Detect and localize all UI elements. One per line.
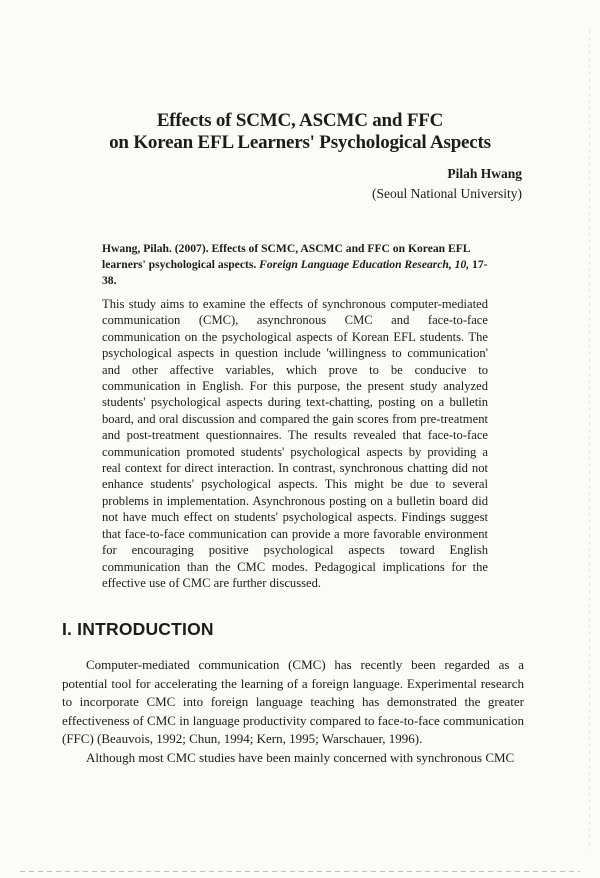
author-block — [372, 164, 522, 204]
citation — [102, 241, 498, 289]
author-affiliation: (Seoul National University) — [372, 186, 522, 201]
section-body — [62, 656, 524, 768]
title-line-2: on Korean EFL Learners' Psychological Aspects — [109, 132, 491, 153]
author-name: Pilah Hwang — [447, 166, 522, 181]
abstract: This study aims to examine the effects of synchronous computer-mediated communication (CMC), asynchronous CMC and face-to-face communication on the psychological aspects of Korean EFL students. The psychological aspects in question include 'willingness to communication' and other affective variables, which prove to be conducive to communication in English. For this purpose, the present study analyzed students' psychological aspects during text-chatting, posting on a bulletin board, and oral discussion and compared the gain scores from pre-treatment and post-treatment questionnaires. The results revealed that face-to-face communication promoted students' psychological aspects by providing a real context for direct interaction. In contrast, synchronous chatting did not enhance students' psychological aspects. This might be due to several problems in implementation. Asynchronous posting on a bulletin board did not have much effect on students' psychological aspects. Findings suggest that face-to-face communication can provide a more favorable environment for encouraging positive psychological aspects toward English communication than the CMC modes. Pedagogical implications for the effective use of CMC are further discussed. — [102, 297, 488, 590]
citation-prefix: Hwang, Pilah. (2007). Effects of SCMC, ASCMC and FFC on Korean EFL learners' psychological aspects. — [102, 242, 470, 271]
citation-journal: Foreign Language Education Research, 10, — [259, 258, 470, 271]
section-heading: I. INTRODUCTION — [62, 619, 214, 639]
paper-title — [0, 110, 600, 154]
body-paragraph: Although most CMC studies have been mainly concerned with synchronous CMC — [86, 749, 515, 765]
scan-edge-bottom — [20, 871, 580, 872]
body-paragraph: Computer-mediated communication (CMC) has recently been regarded as a potential tool for accelerating the learning of a foreign language. Experimental research to incorporate CMC into foreign language teaching has demonstrated the greater effectiveness of CMC in language productivity compared to face-to-face communication (FFC) (Beauvois, 1992; Chun, 1994; Kern, 1995; Warschauer, 1996). — [62, 657, 524, 747]
citation-pages: 17-38. — [102, 258, 488, 287]
title-line-1: Effects of SCMC, ASCMC and FFC — [156, 110, 444, 131]
